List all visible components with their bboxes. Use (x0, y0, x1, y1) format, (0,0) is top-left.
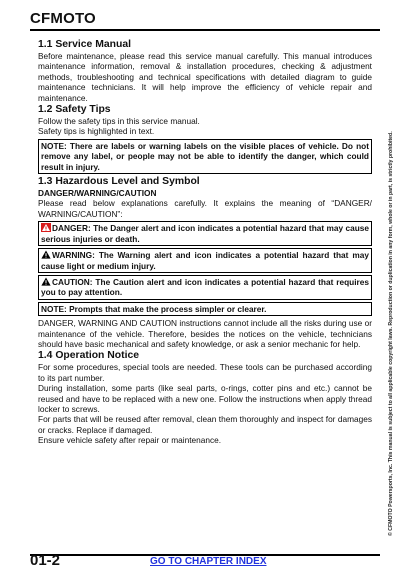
header-rule (30, 29, 380, 31)
copyright-notice: © CFMOTO Powersports, Inc. This manual is subject to all applicable copyright laws. Reproduction or duplication in any form, whole or in part, is strictly prohibited. (388, 131, 394, 536)
danger-icon (41, 223, 51, 232)
danger-box (38, 221, 372, 246)
hazard-subheading: DANGER/WARNING/CAUTION (38, 188, 157, 199)
operation-paragraph-4: Ensure vehicle safety after repair or maintenance. (38, 435, 222, 446)
service-manual-text: Before maintenance, please read this service manual carefully. This manual introduces maintenance information, removal & installation procedures, checking & adjustment methods, troubleshooting and technical specifications with detailed diagram to guide maintenance technicians. It will help improve the efficiency of vehicle repair and maintenance. (38, 51, 372, 103)
section-heading-safety-tips: 1.2 Safety Tips (38, 104, 111, 116)
chapter-index-link[interactable]: GO TO CHAPTER INDEX (150, 556, 267, 567)
caution-icon (41, 277, 51, 286)
page-content (38, 38, 372, 446)
page-number: 01-2 (30, 552, 61, 569)
safety-note-box: NOTE: There are labels or warning labels on the visible places of vehicle. Do not remove any label, or people may not be able to identify the danger, which could result in injury. (38, 139, 372, 174)
caution-box (38, 275, 372, 300)
warning-box (38, 248, 372, 273)
brand-logo: CFMOTO (30, 10, 96, 27)
section-heading-hazardous: 1.3 Hazardous Level and Symbol (38, 176, 200, 188)
warning-text: WARNING: The Warning alert and icon indicates a potential hazard that may cause light or medium injury. (41, 250, 369, 271)
safety-tips-line-1: Follow the safety tips in this service manual. (38, 116, 200, 127)
operation-paragraph-1: For some procedures, special tools are needed. These tools can be purchased according to its part number. (38, 362, 372, 383)
operation-paragraph-3: For parts that will be reused after removal, clean them thoroughly and inspect for damages or cracks. Replace if damaged. (38, 414, 372, 435)
warning-icon (41, 250, 51, 259)
safety-tips-line-2: Safety tips is highlighted in text. (38, 126, 155, 137)
section-heading-operation: 1.4 Operation Notice (38, 350, 140, 362)
hazard-intro: Please read below explanations carefully. It explains the meaning of “DANGER/ WARNING/CAUTION”: (38, 198, 372, 219)
danger-text: DANGER: The Danger alert and icon indicates a potential hazard that may cause serious injuries or death. (41, 223, 369, 244)
hazard-note-box: NOTE: Prompts that make the process simpler or clearer. (38, 302, 372, 316)
section-heading-service-manual: 1.1 Service Manual (38, 39, 131, 50)
caution-text: CAUTION: The Caution alert and icon indicates a potential hazard that requires you to pay attention. (41, 276, 369, 298)
operation-paragraph-2: During installation, some parts (like seal parts, o-rings, cotter pins and etc.) cannot be reused and have to be replaced with a new one. Follow the instructions when apply thread locker to screws. (38, 383, 372, 414)
hazard-closing: DANGER, WARNING AND CAUTION instructions cannot include all the risks during use or maintenance of the vehicle. Therefore, besides the notices on the vehicle, technicians should have basic mechanical and safety knowledge, or ask a senior mechanic for help. (38, 318, 372, 349)
